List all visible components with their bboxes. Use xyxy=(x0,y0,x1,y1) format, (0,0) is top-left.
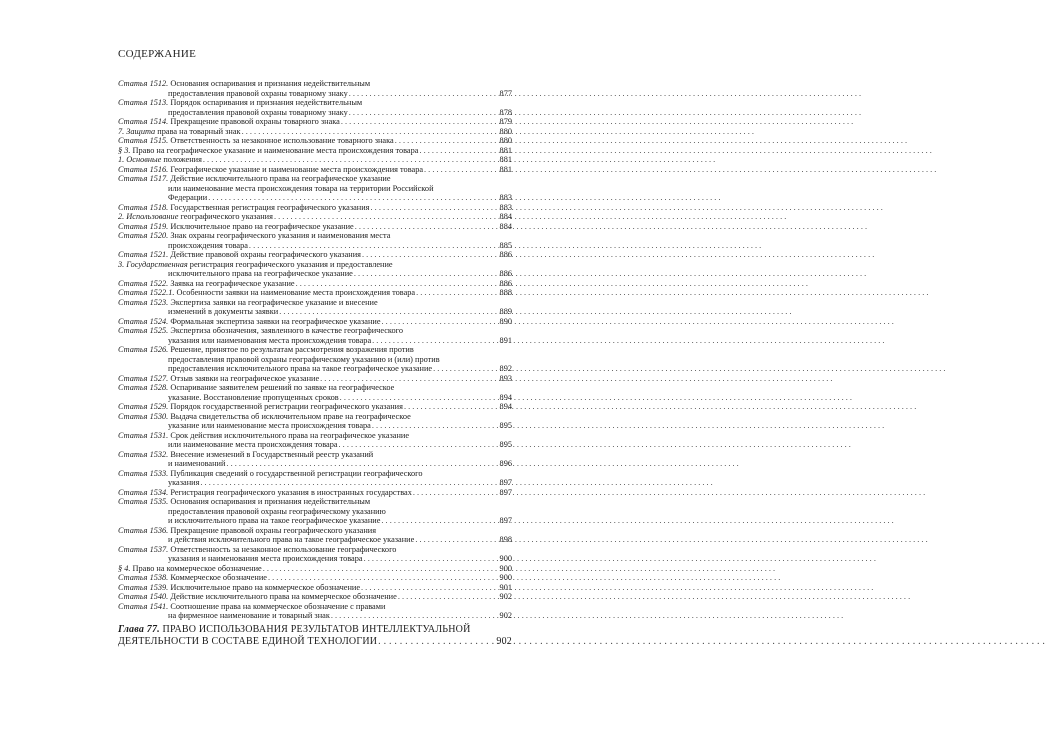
toc-entry-title: или наименование места происхождения товара на территории Российской xyxy=(168,183,434,193)
toc-entry-title: Порядок государственной регистрации географического указания xyxy=(168,402,403,411)
toc-page-number: 893 xyxy=(499,373,512,383)
toc-entry-label: Статья 1533. xyxy=(118,468,169,478)
toc-line xyxy=(118,459,512,469)
toc-page-number: 897 xyxy=(499,487,512,497)
toc-leader-dots xyxy=(274,212,497,222)
toc-entry-title: предоставления правовой охраны географическому указанию xyxy=(168,506,386,516)
toc-entry-label: Статья 1523. xyxy=(118,297,169,307)
toc-entry-label: Статья 1528. xyxy=(118,383,169,392)
toc-leader-dots xyxy=(395,136,497,146)
toc-entry-label: Статья 1535. xyxy=(118,497,169,506)
toc-entry-title: Знак охраны географического указания и наименования места xyxy=(168,231,391,240)
toc-page-number: 902 xyxy=(499,611,512,620)
toc-entry-title: предоставления исключительного права на такое географическое указание xyxy=(168,364,433,373)
toc-page-number: 894 xyxy=(499,392,512,402)
toc-leader-dots xyxy=(200,478,497,488)
toc-entry-title: Действие правовой охраны географического указания xyxy=(168,250,361,259)
toc-leader-dots xyxy=(354,269,497,279)
toc-line xyxy=(118,488,512,498)
toc-entry-title: предоставления правовой охраны товарному знаку xyxy=(168,107,348,117)
toc-entry-title: Ответственность за незаконное использование географического xyxy=(168,544,397,554)
toc-line xyxy=(118,222,512,232)
toc-chapter-line xyxy=(118,624,512,636)
toc-leader-dots xyxy=(415,535,497,545)
toc-line xyxy=(118,298,512,308)
toc-leader-dots xyxy=(279,307,497,317)
toc-line xyxy=(118,136,512,146)
toc-line xyxy=(118,507,512,517)
toc-entry-title: Ответственность за незаконное использование товарного знака xyxy=(168,136,394,145)
toc-page-number: 877 xyxy=(499,88,512,98)
toc-entry-label: Статья 1526. xyxy=(118,345,169,354)
toc-page-number: 884 xyxy=(499,221,512,231)
toc-entry-label: Статья 1541. xyxy=(118,601,169,611)
toc-entry-title: Федерации xyxy=(168,193,208,202)
toc-entry-title: предоставления правовой охраны географическому указанию и (или) против xyxy=(168,354,440,364)
toc-entry-title: предоставления правовой охраны товарному знаку xyxy=(168,88,348,98)
toc-line xyxy=(118,212,512,222)
toc-page-number: 902 xyxy=(499,592,512,601)
toc-entry-title: Экспертиза обозначения, заявленного в качестве географического xyxy=(168,326,403,335)
toc-page-number: 878 xyxy=(499,107,512,117)
toc-line xyxy=(118,250,512,260)
toc-entry-title: Право на коммерческое обозначение xyxy=(130,563,262,573)
toc-entry-title: Порядок оспаривания и признания недействительным xyxy=(168,98,363,107)
toc-line xyxy=(118,564,512,574)
toc-entry-label: § 3. xyxy=(118,145,131,155)
toc-entry-label: 7. Защита xyxy=(118,126,156,136)
toc-entry-title: Действие исключительного права на географическое указание xyxy=(168,174,391,183)
toc-page-number: 897 xyxy=(499,478,512,487)
toc-line xyxy=(118,117,512,127)
toc-entry-label: Статья 1517. xyxy=(118,174,169,183)
toc-line xyxy=(118,241,512,251)
toc-entry-label: Глава 77. xyxy=(118,623,160,635)
toc-line xyxy=(118,165,512,175)
toc-leader-dots xyxy=(268,573,497,583)
toc-leader-dots xyxy=(226,459,497,469)
toc-entry-title: Экспертиза заявки на географическое указание и внесение xyxy=(168,297,378,307)
toc-entry-label: Статья 1531. xyxy=(118,430,169,440)
toc-page-number: 881 xyxy=(499,155,512,164)
toc-entry-title: Публикация сведений о государственной регистрации географического xyxy=(168,468,423,478)
toc-page-number: 879 xyxy=(499,117,512,126)
toc-line xyxy=(118,317,512,327)
toc-entry-title: и исключительного права на такое географическое указание xyxy=(168,516,381,525)
toc-entry-title: ДЕЯТЕЛЬНОСТИ В СОСТАВЕ ЕДИНОЙ ТЕХНОЛОГИИ xyxy=(118,635,378,647)
toc-entry-label: Статья 1513. xyxy=(118,98,169,107)
toc-line xyxy=(118,326,512,336)
toc-line xyxy=(118,497,512,507)
toc-page-number: 902 xyxy=(496,635,512,647)
toc-entry-label: Статья 1522. xyxy=(118,278,169,288)
toc-leader-dots xyxy=(341,117,497,127)
toc-leader-dots xyxy=(339,440,497,450)
toc-line xyxy=(118,336,512,346)
toc-line xyxy=(118,355,512,365)
toc-line xyxy=(118,374,512,384)
toc-chapter-line xyxy=(118,636,512,648)
toc-entry-label: 3. Государственная xyxy=(118,259,188,269)
toc-entry-title: Оспаривание заявителем решений по заявке на географическое xyxy=(168,383,395,392)
toc-line xyxy=(118,193,512,203)
toc-page-number: 885 xyxy=(499,240,512,250)
toc-page-number: 880 xyxy=(499,126,512,136)
toc-entry-label: 1. Основные xyxy=(118,155,162,164)
toc-entry-label: 2. Использование xyxy=(118,212,179,221)
toc-leader-dots xyxy=(378,636,495,648)
toc-page-number: 900 xyxy=(499,554,512,563)
toc-line xyxy=(118,431,512,441)
toc-line xyxy=(118,155,512,165)
toc-entry-label: Статья 1520. xyxy=(118,231,169,240)
toc-leader-dots xyxy=(355,222,497,232)
toc-line xyxy=(118,478,512,488)
toc-line xyxy=(118,554,512,564)
toc-line xyxy=(118,412,512,422)
toc-line xyxy=(118,307,512,317)
toc-entry-title: Исключительное право на географическое указание xyxy=(168,221,354,231)
toc-entry-label: Статья 1521. xyxy=(118,250,169,259)
toc-page-number: 891 xyxy=(499,335,512,345)
toc-entry-title: Внесение изменений в Государственный реестр указаний xyxy=(168,449,374,459)
toc-leader-dots xyxy=(381,516,497,526)
toc-line xyxy=(118,516,512,526)
toc-page-number: 895 xyxy=(499,421,512,430)
toc-entry-title: Заявка на географическое указание xyxy=(168,278,295,288)
toc-entry-title: Основания оспаривания и признания недействительным xyxy=(168,497,371,506)
toc-line xyxy=(118,545,512,555)
toc-entry-title: указания или наименования места происхождения товара xyxy=(168,335,372,345)
toc-leader-dots xyxy=(413,488,497,498)
toc-entry-title: исключительного права на географическое указание xyxy=(168,269,353,278)
toc-entry-label: Статья 1540. xyxy=(118,592,169,601)
toc-page-number: 883 xyxy=(499,202,512,212)
toc-line xyxy=(118,364,512,374)
toc-entry-title: Прекращение правовой охраны географического указания xyxy=(168,525,377,535)
toc-leader-dots xyxy=(364,554,497,564)
toc-page-number: 900 xyxy=(499,573,512,582)
toc-entry-label: Статья 1532. xyxy=(118,449,169,459)
toc-entry-label: Статья 1518. xyxy=(118,202,169,212)
toc-entry-label: Статья 1522.1. xyxy=(118,288,175,297)
toc-line xyxy=(118,184,512,194)
toc-page-number: 900 xyxy=(499,563,512,573)
toc-line xyxy=(118,393,512,403)
toc-entry-title: происхождения товара xyxy=(168,240,248,250)
toc-line xyxy=(118,146,512,156)
toc-entry-title: Регистрация географического указания в иностранных государствах xyxy=(168,487,412,497)
toc-line xyxy=(118,231,512,241)
toc-line xyxy=(118,288,512,298)
toc-entry-label: Статья 1534. xyxy=(118,487,169,497)
toc-line xyxy=(118,402,512,412)
toc-entry-title: изменений в документы заявки xyxy=(168,307,279,316)
toc-page-number: 884 xyxy=(499,212,512,221)
toc-entry-label: Статья 1536. xyxy=(118,525,169,535)
toc-entry-label: Статья 1514. xyxy=(118,117,169,126)
toc-page-number: 880 xyxy=(499,136,512,145)
toc-line xyxy=(118,440,512,450)
toc-line xyxy=(118,108,512,118)
toc-page-number: 892 xyxy=(499,364,512,373)
toc-leader-dots xyxy=(349,108,497,118)
toc-line xyxy=(118,89,512,99)
toc-entry-label: § 4. xyxy=(118,563,131,573)
toc-entry-label: Статья 1516. xyxy=(118,164,169,174)
toc-leader-dots xyxy=(372,421,497,431)
toc-line xyxy=(118,98,512,108)
toc-page-number: 898 xyxy=(499,535,512,544)
toc-page-number: 901 xyxy=(499,582,512,592)
toc-leader-dots xyxy=(208,193,497,203)
toc-entry-label: Статья 1539. xyxy=(118,582,169,592)
toc-line xyxy=(118,573,512,583)
toc-page-number: 897 xyxy=(499,516,512,525)
toc-page-number: 886 xyxy=(499,250,512,259)
toc-line xyxy=(118,269,512,279)
toc-leader-dots xyxy=(320,374,497,384)
toc-leader-dots xyxy=(242,127,497,137)
toc-entry-title: Срок действия исключительного права на географическое указание xyxy=(168,430,410,440)
toc-page-number: 889 xyxy=(499,307,512,316)
toc-entry-title: и действия исключительного права на такое географическое указание xyxy=(168,535,415,544)
toc-entry-title: на фирменное наименование и товарный знак xyxy=(168,611,330,620)
toc-entry-title: Географическое указание и наименование места происхождения товара xyxy=(168,164,424,174)
toc-page-number: 894 xyxy=(499,402,512,411)
toc-leader-dots xyxy=(331,611,497,621)
toc-leader-dots xyxy=(424,165,497,175)
toc-line xyxy=(118,421,512,431)
toc-entry-label: Статья 1530. xyxy=(118,411,169,421)
toc-line xyxy=(118,279,512,289)
toc-leader-dots xyxy=(203,155,497,165)
toc-entry-title: положения xyxy=(161,155,202,164)
toc-entry-title: географического указания xyxy=(178,212,273,221)
toc-line xyxy=(118,79,512,89)
toc-line xyxy=(118,592,512,602)
toc-entry-title: Особенности заявки на наименование места происхождения товара xyxy=(174,288,416,297)
toc-leader-dots xyxy=(416,288,497,298)
toc-line xyxy=(118,450,512,460)
toc-page-number: 895 xyxy=(499,440,512,449)
toc-entry-title: Основания оспаривания и признания недействительным xyxy=(168,79,371,88)
toc-entry-title: указания xyxy=(168,478,200,487)
toc-entry-title: права на товарный знак xyxy=(155,126,241,136)
toc-entry-title: Соотношение права на коммерческое обозначение с правами xyxy=(168,601,386,611)
toc-page-number: 883 xyxy=(499,193,512,202)
toc-entry-title: Решение, принятое по результатам рассмотрения возражения против xyxy=(168,345,414,354)
toc-line xyxy=(118,383,512,393)
toc-entry-title: Формальная экспертиза заявки на географическое указание xyxy=(168,316,381,326)
toc-page-number: 886 xyxy=(499,269,512,278)
toc-leader-dots xyxy=(361,583,497,593)
toc-entry-title: указание. Восстановление пропущенных сроков xyxy=(168,392,339,402)
toc-leader-dots xyxy=(371,203,497,213)
toc-page-number: 888 xyxy=(499,288,512,297)
toc-line xyxy=(118,203,512,213)
toc-entry-title: Исключительное право на коммерческое обозначение xyxy=(168,582,361,592)
toc-leader-dots xyxy=(296,279,497,289)
toc-line xyxy=(118,526,512,536)
toc-leader-dots xyxy=(340,393,497,403)
toc-entry-label: Статья 1538. xyxy=(118,573,169,582)
toc-entry-label: Статья 1527. xyxy=(118,373,169,383)
toc-entry-title: Выдача свидетельства об исключительном праве на географическое xyxy=(168,411,411,421)
toc-page-number: 896 xyxy=(499,459,512,468)
toc-entry-label: Статья 1512. xyxy=(118,79,169,88)
toc-line xyxy=(118,345,512,355)
toc-entry-title: Прекращение правовой охраны товарного знака xyxy=(168,117,340,126)
toc-entry-label: Статья 1519. xyxy=(118,221,169,231)
toc-leader-dots xyxy=(263,564,497,574)
toc-leader-dots xyxy=(398,592,497,602)
toc-line xyxy=(118,611,512,621)
toc-line xyxy=(118,260,512,270)
toc-leader-dots xyxy=(419,146,497,156)
toc-line xyxy=(118,602,512,612)
toc-entry-title: указание или наименование места происхождения товара xyxy=(168,421,371,430)
toc-leader-dots xyxy=(433,364,497,374)
toc-line xyxy=(118,469,512,479)
toc-entry-label: Статья 1529. xyxy=(118,402,169,411)
toc-leader-dots xyxy=(249,241,497,251)
toc-entry-title: Действие исключительного права на коммерческое обозначение xyxy=(168,592,397,601)
toc-entry-title: ПРАВО ИСПОЛЬЗОВАНИЯ РЕЗУЛЬТАТОВ ИНТЕЛЛЕКТУАЛЬНОЙ xyxy=(159,623,471,635)
toc-entry-title: регистрация географического указания и предоставление xyxy=(187,259,393,269)
toc-page-number: 890 xyxy=(499,316,512,326)
toc-entry-title: Право на географическое указание и наименование места происхождения товара xyxy=(130,145,419,155)
toc-line xyxy=(118,583,512,593)
toc-leader-dots xyxy=(404,402,497,412)
toc-line xyxy=(118,127,512,137)
toc-entry-label: Статья 1525. xyxy=(118,326,169,335)
toc-entry-title: Коммерческое обозначение xyxy=(168,573,267,582)
toc-leader-dots xyxy=(349,89,497,99)
toc-page-number: 881 xyxy=(499,164,512,174)
page-title: СОДЕРЖАНИЕ xyxy=(118,48,197,60)
toc-line xyxy=(118,535,512,545)
toc-leader-dots xyxy=(372,336,497,346)
toc-entry-label: Статья 1537. xyxy=(118,544,169,554)
toc-page-number: 886 xyxy=(499,278,512,288)
toc-entry-label: Статья 1524. xyxy=(118,316,169,326)
toc-entry-label: Статья 1515. xyxy=(118,136,169,145)
toc-leader-dots xyxy=(382,317,497,327)
toc-line xyxy=(118,174,512,184)
toc-entry-title: и наименований xyxy=(168,459,226,468)
toc-page-number: 881 xyxy=(499,145,512,155)
toc-entry-title: Государственная регистрация географического указания xyxy=(168,202,370,212)
toc-entry-title: Отзыв заявки на географическое указание xyxy=(168,373,320,383)
table-of-contents xyxy=(118,79,512,648)
toc-entry-title: указания и наименования места происхождения товара xyxy=(168,554,363,563)
toc-entry-title: или наименование места происхождения товара xyxy=(168,440,338,449)
toc-leader-dots xyxy=(362,250,497,260)
